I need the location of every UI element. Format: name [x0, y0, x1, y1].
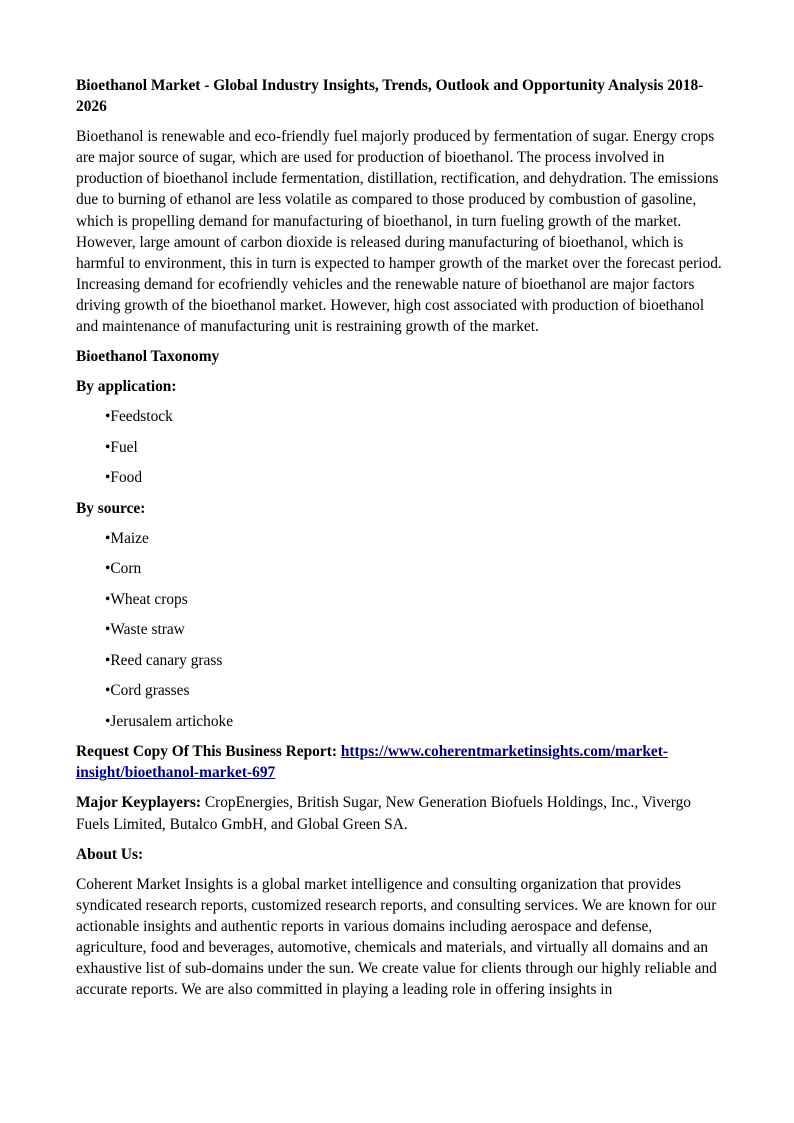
document-title: Bioethanol Market - Global Industry Insights, Trends, Outlook and Opportunity Analysis 2018-2026: [76, 77, 704, 116]
request-copy-paragraph: [76, 741, 724, 783]
bullet-glyph: •: [105, 408, 111, 426]
application-list: [76, 406, 724, 488]
request-copy-label: Request Copy Of This Business Report:: [76, 743, 337, 761]
keyplayers-text: CropEnergies, British Sugar, New Generation Biofuels Holdings, Inc., Vivergo Fuels Limited, Butalco GmbH, and Global Green SA.: [76, 794, 691, 833]
bullet-glyph: •: [105, 438, 111, 456]
source-item: Jerusalem artichoke: [110, 712, 234, 730]
about-paragraph: Coherent Market Insights is a global market intelligence and consulting organization that provides syndicated research reports, customized research reports, and consulting services. We are known for our actionable insights and authentic reports in various domains including aerospace and defense, agriculture, food and beverages, automotive, chemicals and materials, and virtually all domains and an exhaustive list of sub-domains under the sun. We create value for clients through our highly reliable and accurate reports. We are also committed in playing a leading role in offering insights in: [76, 875, 717, 999]
keyplayers-paragraph: [76, 792, 724, 834]
application-item: Food: [110, 469, 143, 487]
list-item: [105, 680, 724, 701]
application-item: Fuel: [110, 438, 138, 456]
taxonomy-heading: Bioethanol Taxonomy: [76, 348, 220, 366]
report-link[interactable]: https://www.coherentmarketinsights.com/market-insight/bioethanol-market-697: [76, 743, 668, 782]
bullet-glyph: •: [105, 469, 111, 487]
bullet-glyph: •: [105, 712, 111, 730]
document-page: [76, 75, 724, 1009]
list-item: [105, 589, 724, 610]
list-item: [105, 711, 724, 732]
source-item: Waste straw: [110, 621, 185, 639]
source-item: Wheat crops: [110, 590, 188, 608]
source-heading: By source:: [76, 499, 146, 517]
source-item: Maize: [110, 529, 149, 547]
list-item: [105, 528, 724, 549]
bullet-glyph: •: [105, 590, 111, 608]
list-item: [105, 467, 724, 488]
bullet-glyph: •: [105, 651, 111, 669]
list-item: [105, 558, 724, 579]
list-item: [105, 437, 724, 458]
source-item: Cord grasses: [110, 682, 190, 700]
source-list: [76, 528, 724, 732]
application-item: Feedstock: [110, 408, 173, 426]
application-heading: By application:: [76, 378, 177, 396]
about-heading: About Us:: [76, 845, 144, 863]
keyplayers-label: Major Keyplayers:: [76, 794, 201, 812]
bullet-glyph: •: [105, 621, 111, 639]
list-item: [105, 619, 724, 640]
bullet-glyph: •: [105, 682, 111, 700]
bullet-glyph: •: [105, 529, 111, 547]
list-item: [105, 650, 724, 671]
list-item: [105, 406, 724, 427]
bullet-glyph: •: [105, 560, 111, 578]
source-item: Corn: [110, 560, 142, 578]
source-item: Reed canary grass: [110, 651, 223, 669]
intro-paragraph: Bioethanol is renewable and eco-friendly fuel majorly produced by fermentation of sugar. Energy crops are major source of sugar, which are used for production of bioethanol. The process involved in production of bioethanol include fermentation, distillation, rectification, and dehydration. The emissions due to burning of ethanol are less volatile as compared to those produced by combustion of gasoline, which is propelling demand for manufacturing of bioethanol, in turn fueling growth of the market. However, large amount of carbon dioxide is released during manufacturing of bioethanol, which is harmful to environment, this in turn is expected to hamper growth of the market over the forecast period. Increasing demand for ecofriendly vehicles and the renewable nature of bioethanol are major factors driving growth of the bioethanol market. However, high cost associated with production of bioethanol and maintenance of manufacturing unit is restraining growth of the market.: [76, 128, 722, 336]
